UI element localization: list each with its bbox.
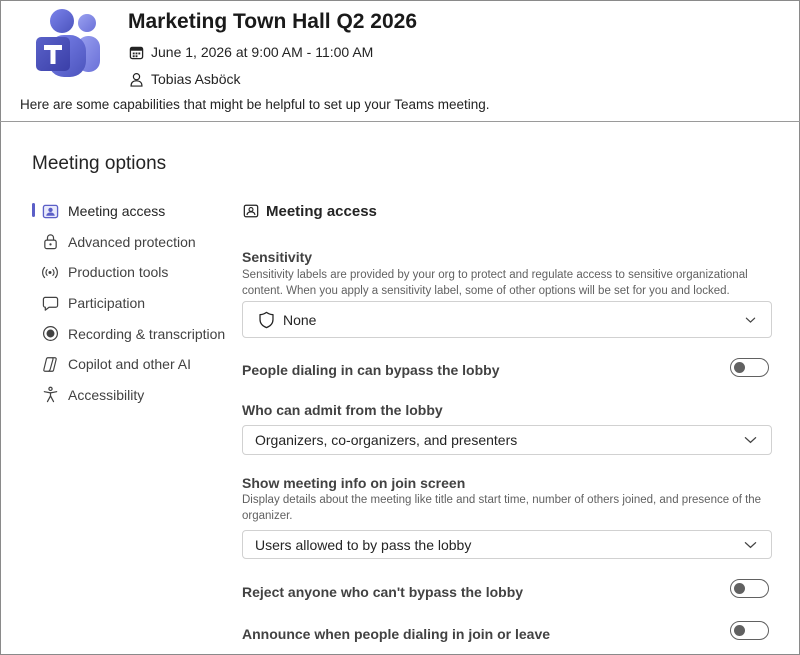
dial-in-bypass-label: People dialing in can bypass the lobby [242, 362, 500, 378]
accessibility-icon [40, 385, 60, 405]
nav-item-advanced-protection[interactable] [32, 227, 232, 258]
nav-item-copilot-ai[interactable] [32, 349, 232, 380]
broadcast-icon [40, 262, 60, 282]
nav-item-production-tools[interactable] [32, 257, 232, 288]
calendar-icon [128, 44, 144, 60]
lock-icon [40, 232, 60, 252]
chevron-down-icon [743, 433, 757, 447]
chat-icon [40, 293, 60, 313]
intro-text: Here are some capabilities that might be helpful to set up your Teams meeting. [20, 97, 490, 112]
person-icon [128, 71, 144, 87]
nav-item-label: Meeting access [68, 203, 166, 220]
reject-bypass-toggle[interactable] [730, 579, 769, 598]
header-divider [0, 121, 800, 122]
who-can-admit-dropdown[interactable] [242, 425, 772, 455]
panel-heading-text: Meeting access [266, 202, 377, 220]
meeting-info-value: Users allowed to by pass the lobby [255, 536, 472, 553]
toggle-knob [734, 362, 745, 373]
announce-dial-in-label: Announce when people dialing in join or leave [242, 626, 551, 642]
nav-item-meeting-access[interactable] [32, 196, 232, 227]
nav-item-accessibility[interactable] [32, 380, 232, 411]
nav-item-participation[interactable] [32, 288, 232, 319]
reject-bypass-label: Reject anyone who can't bypass the lobby [242, 584, 524, 600]
person-card-icon [242, 202, 260, 220]
chevron-down-icon [743, 538, 757, 552]
chevron-down-icon [743, 313, 757, 327]
meeting-info-description: Display details about the meeting like title and start time, number of others joined, and presence of the organizer. [242, 494, 762, 522]
meeting-title: Marketing Town Hall Q2 2026 [128, 10, 418, 33]
meeting-organizer: Tobias Asböck [151, 71, 241, 87]
record-icon [40, 324, 60, 344]
meeting-date-row [128, 44, 373, 60]
nav-item-recording-transcription[interactable] [32, 318, 232, 349]
person-card-icon [40, 201, 60, 221]
nav-item-label: Advanced protection [68, 233, 196, 250]
sensitivity-dropdown[interactable] [242, 301, 772, 338]
toggle-knob [734, 625, 745, 636]
teams-logo-icon [34, 8, 102, 78]
nav-item-label: Participation [68, 295, 146, 312]
nav-item-label: Copilot and other AI [68, 356, 191, 373]
panel-heading [242, 202, 377, 220]
active-indicator [32, 203, 35, 217]
meeting-info-label: Show meeting info on join screen [242, 475, 466, 491]
sensitivity-label: Sensitivity [242, 249, 313, 265]
who-can-admit-label: Who can admit from the lobby [242, 402, 443, 418]
nav-item-label: Accessibility [68, 386, 145, 403]
dial-in-bypass-toggle[interactable] [730, 358, 769, 377]
copilot-icon [40, 354, 60, 374]
sensitivity-description: Sensitivity labels are provided by your org to protect and regulate access to sensitive organizational content. When you apply a sensitivity label, some of other options will be set for you and locked. [242, 269, 748, 297]
shield-icon [257, 311, 275, 329]
nav-item-label: Production tools [68, 264, 169, 281]
section-title: Meeting options [32, 153, 167, 174]
meeting-organizer-row [128, 71, 241, 87]
announce-dial-in-toggle[interactable] [730, 621, 769, 640]
nav-item-label: Recording & transcription [68, 325, 226, 342]
sensitivity-value: None [283, 311, 317, 328]
meeting-info-dropdown[interactable] [242, 530, 772, 559]
who-can-admit-value: Organizers, co-organizers, and presenters [255, 432, 518, 448]
meeting-date-time: June 1, 2026 at 9:00 AM - 11:00 AM [151, 44, 374, 60]
toggle-knob [734, 583, 745, 594]
options-nav [32, 196, 232, 410]
